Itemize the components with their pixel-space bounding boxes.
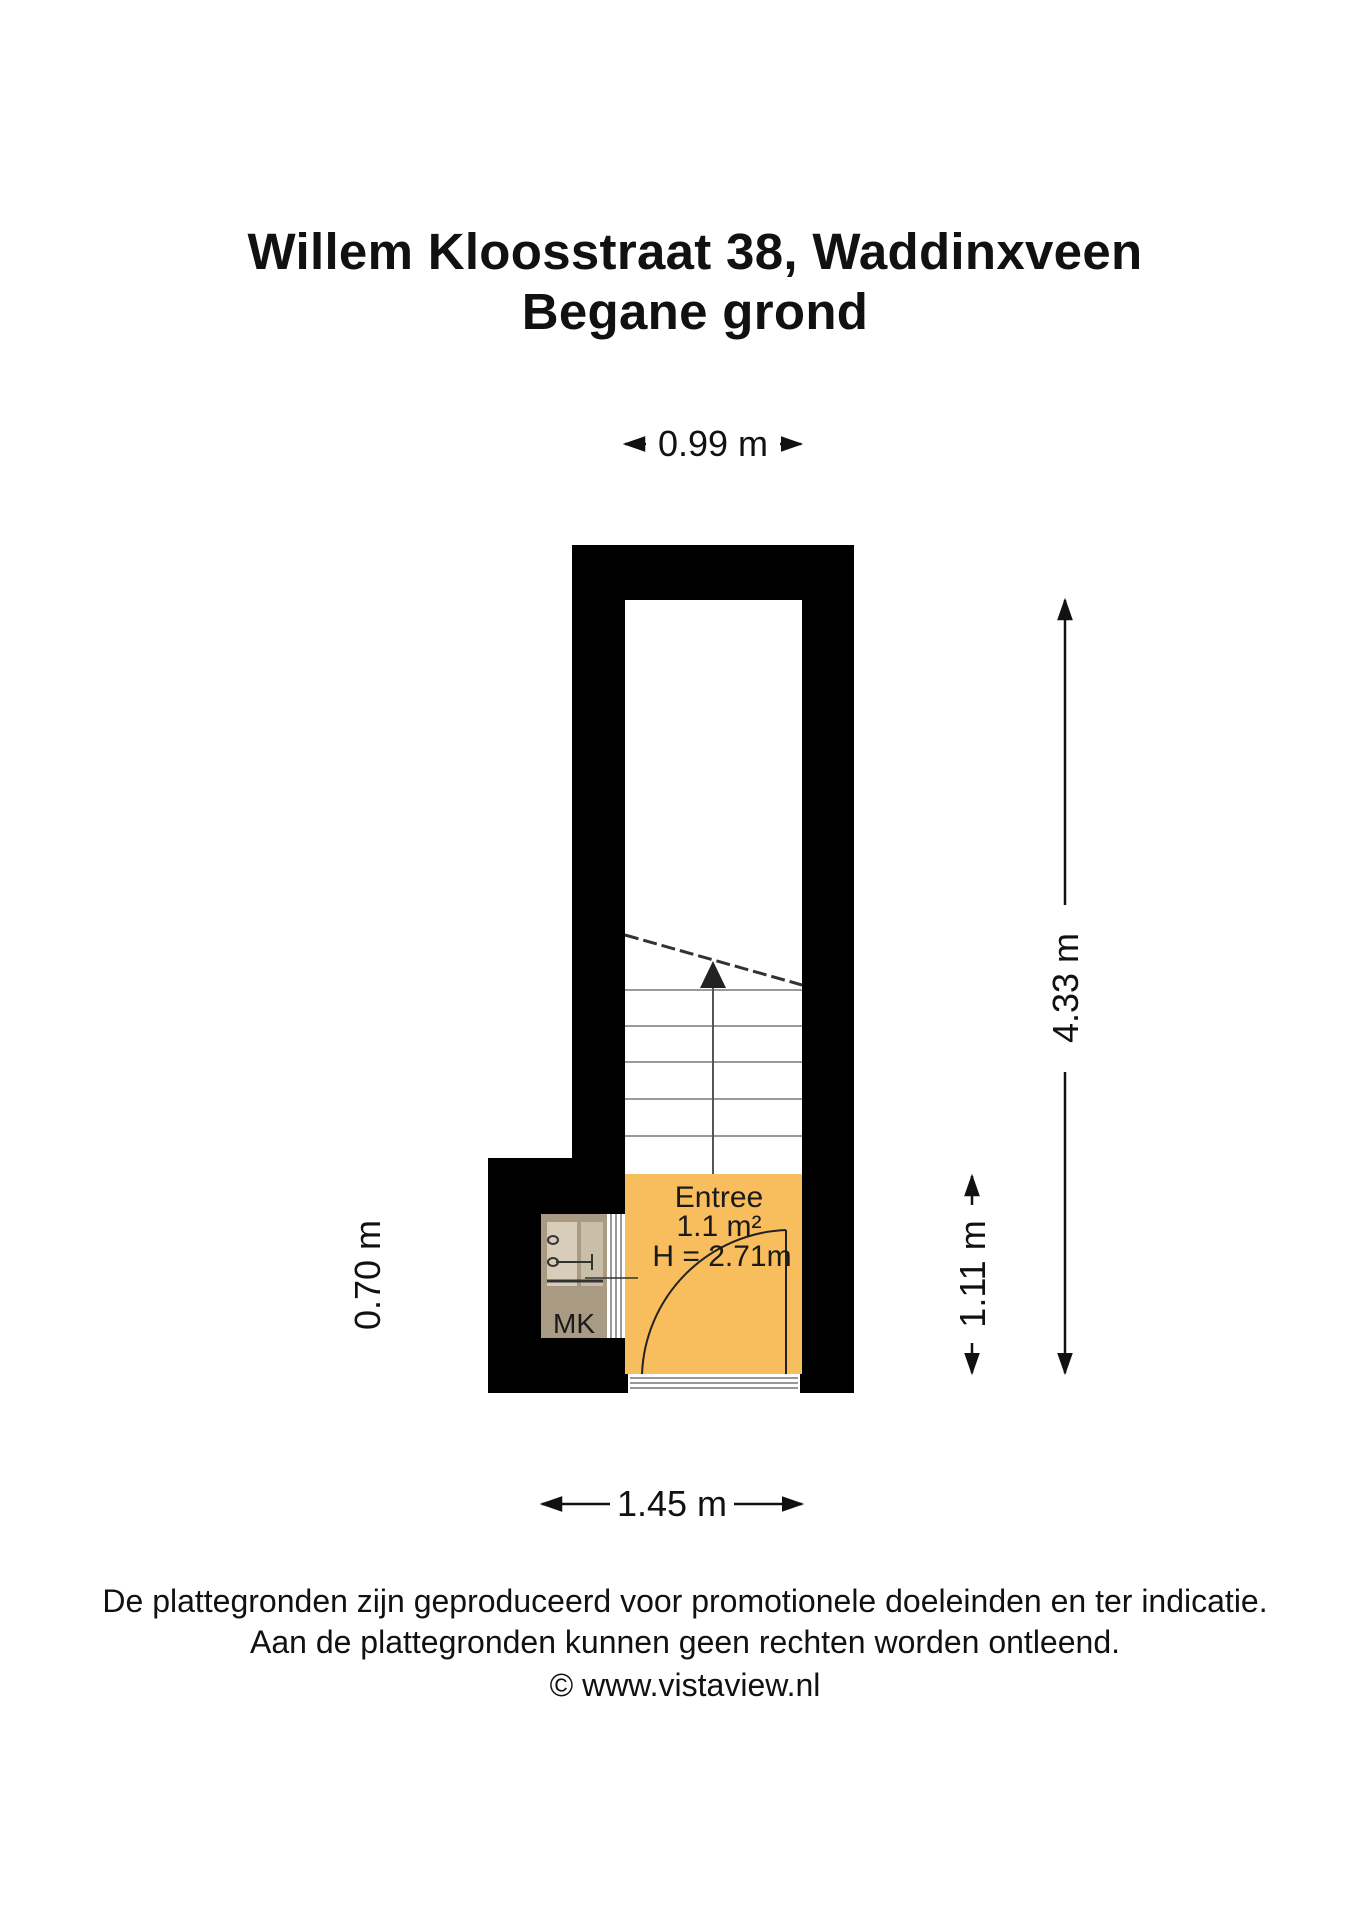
meter-cupboard-label: MK [553,1308,595,1339]
disclaimer-line-2: Aan de plattegronden kunnen geen rechten worden ontleend. [249,1624,1120,1660]
plan-title-address: Willem Kloosstraat 38, Waddinxveen [247,223,1143,280]
dimension-closet-depth-label: 0.70 m [347,1219,388,1331]
dimension-bottom-width [542,1483,802,1524]
dimension-top-width-label: 0.99 m [657,423,769,464]
dimension-bottom-width-label: 1.45 m [616,1483,728,1524]
entree-name: Entree [674,1181,764,1214]
dimension-total-depth [1045,600,1086,1373]
disclaimer-line-1: De plattegronden zijn geproduceerd voor promotionele doeleinden en ter indicatie. [102,1583,1268,1619]
dimension-entree-depth-label: 1.11 m [952,1220,993,1328]
plan-title-floor: Begane grond [521,283,869,340]
dimension-entree-depth [952,1176,993,1373]
entree-height: H = 2.71m [652,1240,792,1273]
meter-cupboard [541,1214,638,1339]
dimension-top-width [625,423,801,464]
copyright-line: © www.vistaview.nl [549,1667,821,1703]
entree-area: 1.1 m² [676,1210,762,1243]
dimension-total-depth-label: 4.33 m [1045,932,1086,1044]
